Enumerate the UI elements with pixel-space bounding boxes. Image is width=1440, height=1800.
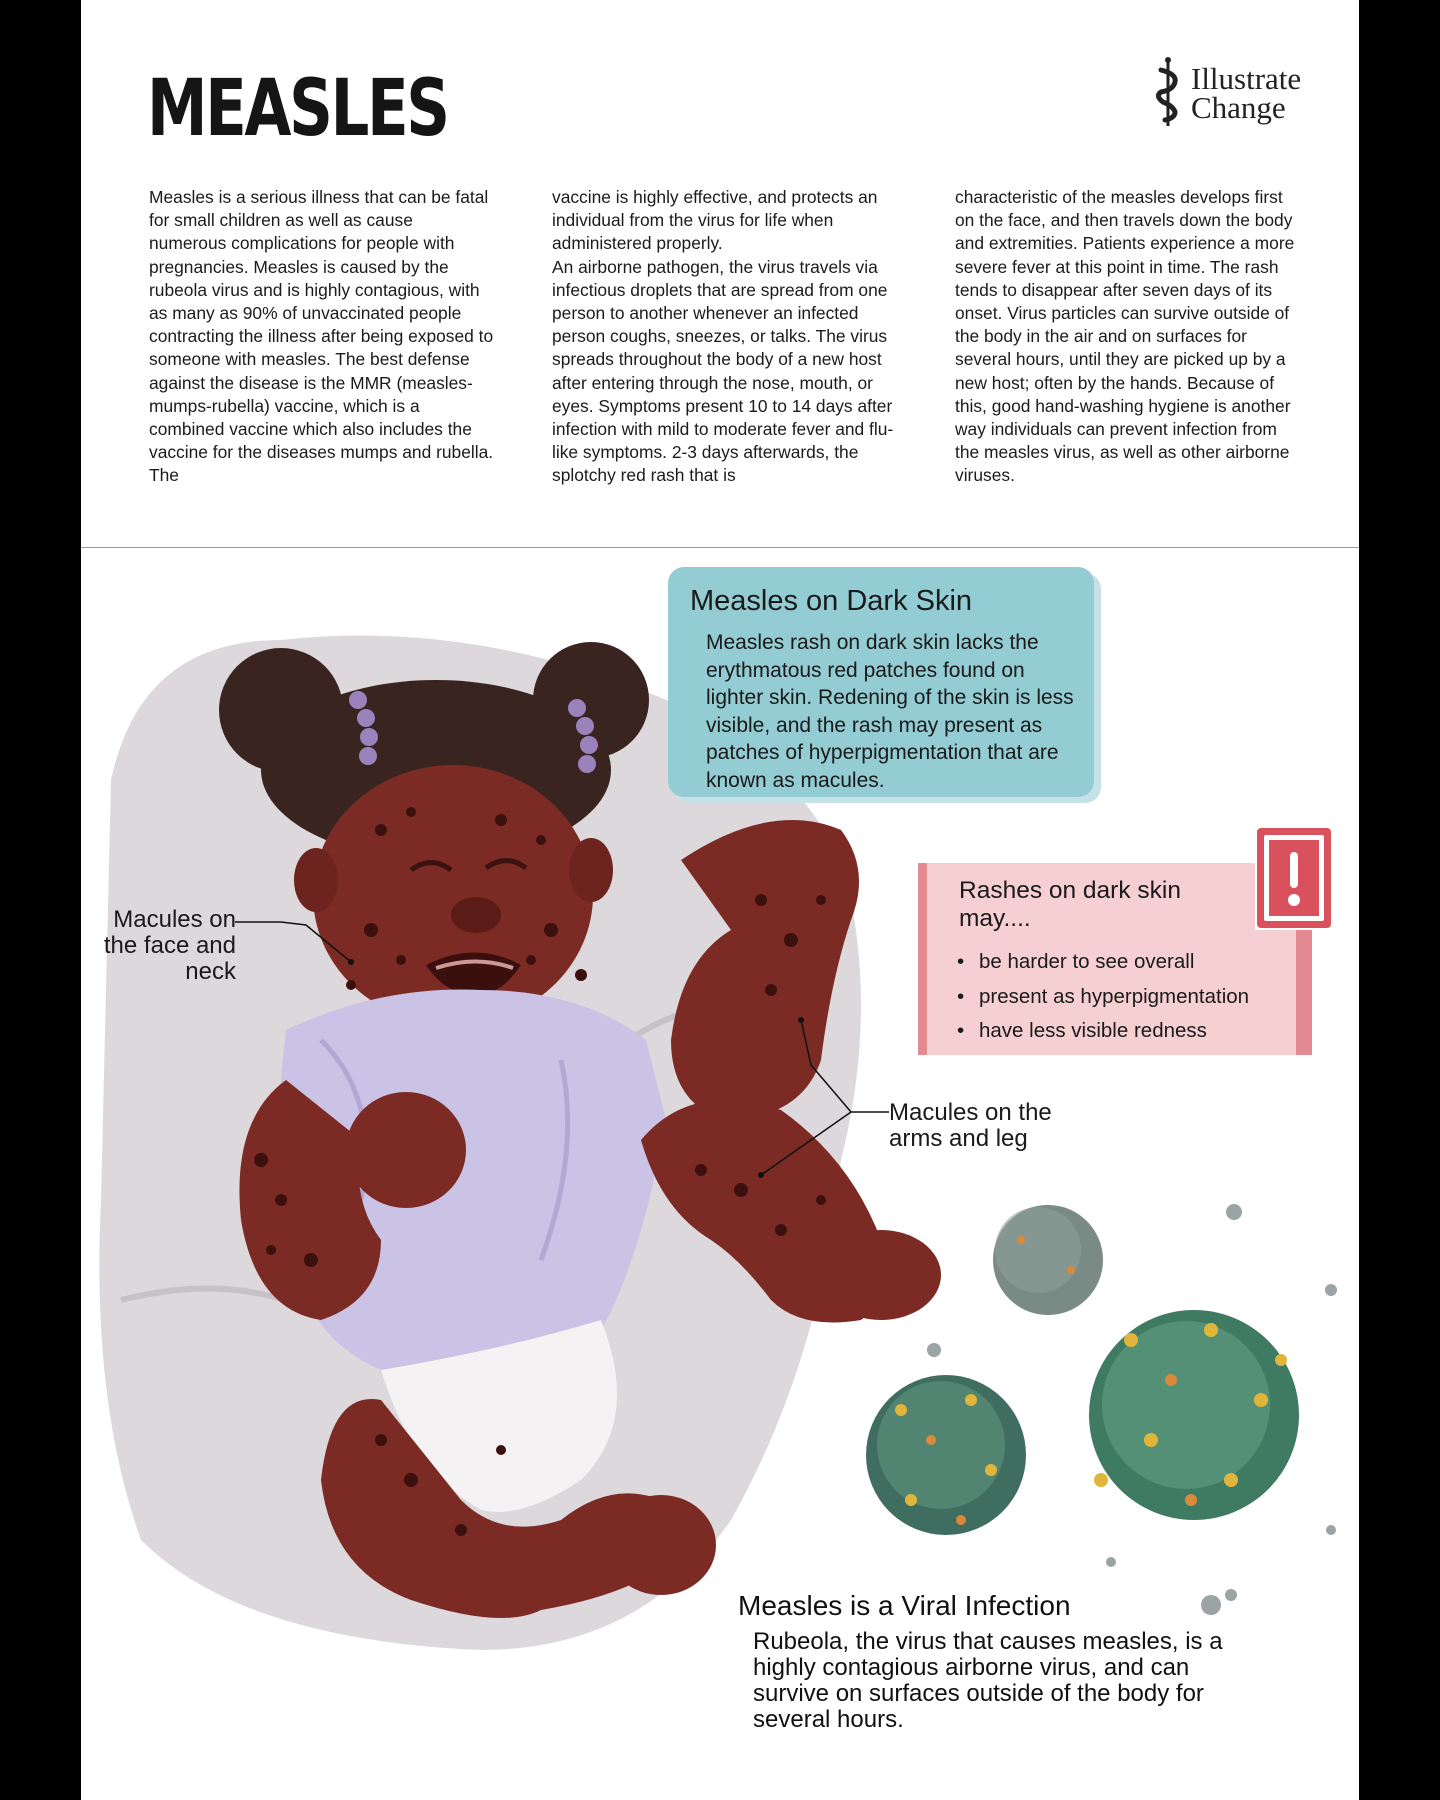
macules-face-label: Macules on the face and neck [103, 906, 236, 985]
logo-line-1: Illustrate [1191, 61, 1302, 96]
intro-column-3: characteristic of the measles develops first on the face, and then travels down the body and extremities. Patients experience a more severe fever at this point in time. The rash tends to disappear after seven days of its onset. Virus particles can survive outside of the body in the air and on surfaces for several hours, until they are picked up by a new host; often by the hands. Because of this, good hand-washing hygiene is another way individuals can prevent infection from the measles virus, as well as other airborne viruses. [955, 187, 1295, 486]
macules-arms-label: Macules on the arms and leg [889, 1099, 1052, 1152]
rash-list [957, 945, 1249, 1049]
list-item: • be harder to see overall [957, 950, 1195, 973]
poster-page [81, 0, 1359, 1800]
logo-line-2: Change [1191, 90, 1286, 125]
viral-infection-title: Measles is a Viral Infection [738, 1590, 1071, 1621]
callout-title: Measles on Dark Skin [690, 585, 973, 617]
intro-column-2: vaccine is highly effective, and protects an individual from the virus for life when administered properly. An airborne pathogen, the virus travels via infectious droplets that are spread from one person to another whenever an infected person coughs, sneezes, or talks. The virus spreads throughout the body of a new host after entering through the nose, mouth, or eyes. Symptoms present 10 to 14 days after infection with mild to moderate fever and flu-like symptoms. 2-3 days afterwards, the splotchy red rash that is [552, 187, 894, 486]
measles-dark-skin-callout [668, 567, 1094, 797]
list-item: • have less visible redness [957, 1019, 1207, 1042]
alert-exclamation-icon [1255, 826, 1333, 930]
list-item: • present as hyperpigmentation [957, 984, 1250, 1008]
intro-column-1: Measles is a serious illness that can be fatal for small children as well as cause numerous complications for people with pregnancies. Measles is caused by the rubeola virus and is highly contagious, with as many as 90% of unvaccinated people contracting the illness after being exposed to someone with measles. The best defense against the disease is the MMR (measles-mumps-rubella) vaccine, which is a combined vaccine which also includes the vaccine for the diseases mumps and rubella. The [149, 187, 494, 486]
rash-info-box [918, 863, 1312, 1055]
page-title: MEASLES [147, 64, 448, 154]
rash-box-title: Rashes on dark skin may.... [959, 877, 1181, 932]
viral-infection-body: Rubeola, the virus that causes measles, is a highly contagious airborne virus, and can survive on surfaces outside of the body for several hours. [753, 1628, 1223, 1733]
callout-body: Measles rash on dark skin lacks the erythmatous red patches found on lighter skin. Redening of the skin is less visible, and the rash may present as patches of hyperpigmentation that are known as macules. [706, 631, 1074, 792]
